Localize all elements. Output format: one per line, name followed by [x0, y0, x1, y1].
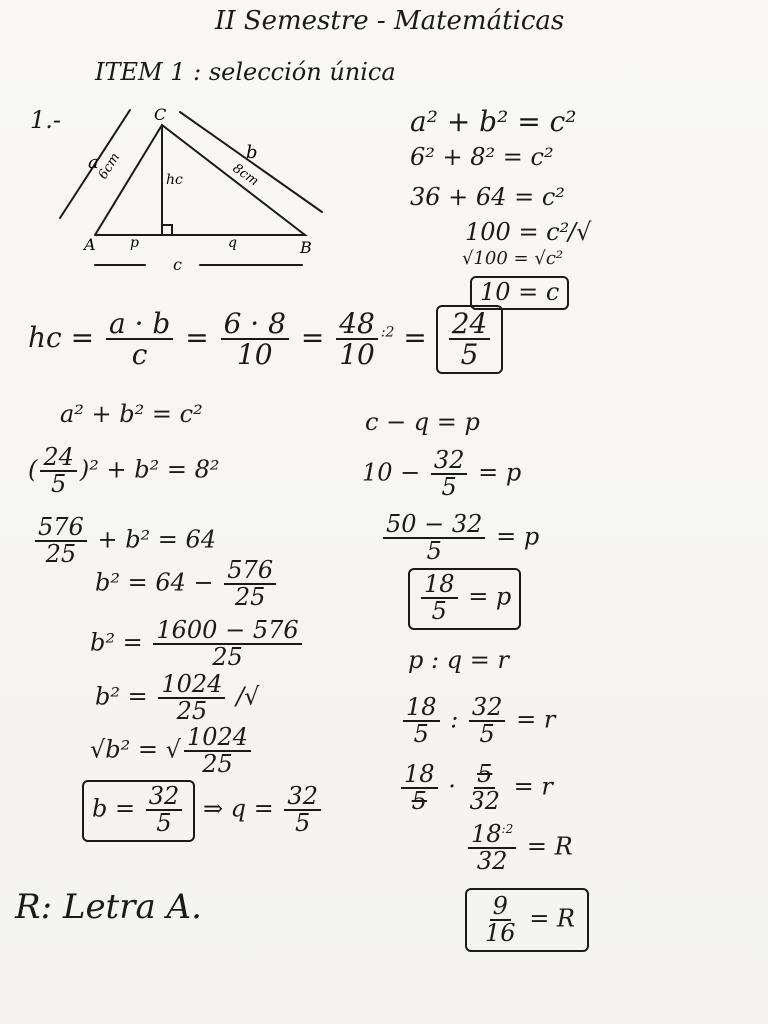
frac-den: 5	[426, 537, 442, 566]
height-label: hc	[166, 172, 183, 188]
frac-den: 32	[469, 787, 501, 816]
frac-num: 6 · 8	[221, 309, 289, 340]
p-result	[408, 568, 521, 630]
left-line6	[95, 672, 259, 724]
frac-num: 32	[146, 784, 183, 811]
line4-lhs: b² = 64 −	[95, 568, 214, 597]
final-rest: = R	[529, 904, 575, 933]
segment-q-label: q	[228, 235, 237, 251]
frac-num: 576	[224, 558, 276, 585]
b-lhs: b =	[92, 794, 136, 823]
frac-num: 1024	[158, 672, 225, 699]
height-formula: hc = $\frac{a \cdot b}{c}$ = $\frac{6 \cdot 8}{10}$ = $\frac{48}{10}$ $^{:2}$ = $\frac{24}{5}$	[28, 305, 503, 374]
right-line6	[398, 762, 553, 814]
b-result-box	[82, 780, 195, 842]
right-line3	[380, 512, 539, 564]
divide-sign: :	[450, 705, 459, 734]
height-frac-3	[336, 309, 378, 370]
frac-num: 9	[490, 894, 511, 921]
frac-num: 18	[471, 820, 502, 848]
final-answer: R: Letra A.	[15, 887, 202, 927]
line3-rest: + b² = 64	[97, 525, 217, 554]
frac-den: 5	[156, 809, 172, 838]
line6-lhs: b² =	[95, 682, 148, 711]
segment-p-label: p	[130, 235, 139, 251]
line7-rest: = R	[526, 832, 573, 861]
q-lhs: ⇒ q =	[202, 794, 274, 823]
frac-den: 10	[339, 338, 375, 372]
frac-den: 32	[476, 847, 508, 876]
side-b-length: 8cm	[229, 160, 262, 190]
right-angle-mark	[162, 225, 172, 235]
frac-num: 32	[469, 695, 506, 722]
page-title: II Semestre - Matemáticas	[215, 6, 565, 36]
right-line2	[362, 448, 521, 500]
right-line1: c − q = p	[365, 408, 480, 436]
root-mark: /√	[236, 682, 260, 711]
frac-den: 5	[413, 720, 429, 749]
ratio-line: p : q = r	[408, 646, 509, 674]
frac-den: 25	[234, 583, 266, 612]
section-subtitle: ITEM 1 : selección única	[95, 58, 396, 86]
pyth-c-line5: √100 = √c²	[462, 248, 564, 269]
vertex-b-label: B	[300, 238, 312, 257]
frac-den: 5	[479, 720, 495, 749]
frac-num: 5	[474, 762, 495, 789]
left-line4	[95, 558, 279, 610]
root-mark: /√	[568, 218, 592, 246]
side-b-label: b	[246, 142, 258, 163]
frac-num: 576	[35, 515, 87, 542]
pyth-c-line4: 100 = c²	[465, 218, 570, 246]
c-result-box: 10 = c	[470, 276, 569, 310]
right-line7	[465, 822, 573, 874]
triangle-outline	[95, 125, 305, 235]
frac-num: 1600 − 576	[153, 618, 301, 645]
frac-den: c	[131, 338, 148, 372]
line6-rest: = r	[513, 772, 553, 801]
left-line5	[90, 618, 305, 670]
frac-num: 32	[284, 784, 321, 811]
final-result	[465, 888, 589, 952]
line5-lhs: b² =	[90, 628, 143, 657]
multiply-sign: ·	[448, 772, 456, 801]
right-triangle-diagram	[50, 100, 340, 280]
p-result-box	[408, 568, 521, 630]
line7-lhs: √b² = √	[90, 735, 181, 764]
vertex-c-label: C	[154, 105, 167, 124]
line5-rest: = r	[516, 705, 556, 734]
frac-num: 18	[401, 762, 438, 789]
frac-den: 5	[51, 470, 67, 499]
right-line5	[400, 695, 555, 747]
frac-den: 5	[441, 473, 457, 502]
frac-den: 5	[295, 809, 311, 838]
height-frac-2	[221, 309, 289, 370]
frac-num: 50 − 32	[383, 512, 485, 539]
line3-rest: = p	[496, 522, 540, 551]
left-line1: a² + b² = c²	[60, 400, 203, 428]
left-line2: ( $\frac{24}{5}$ )² + b² = 8²	[28, 443, 220, 499]
p-rest: = p	[468, 582, 512, 611]
frac-den: 10	[236, 338, 273, 372]
frac-den: 25	[176, 697, 208, 726]
height-result-box	[436, 305, 504, 374]
height-lhs: hc =	[28, 320, 95, 354]
base-c-label: c	[173, 255, 182, 274]
frac-den: 5	[460, 338, 479, 372]
frac-den: 5	[431, 597, 447, 626]
vertex-a-label: A	[84, 235, 96, 254]
pyth-c-line1: a² + b² = c²	[410, 105, 577, 138]
line2-rest: ² + b² = 8²	[89, 455, 220, 484]
height-frac-1	[106, 309, 173, 370]
frac-num: 18	[421, 572, 458, 599]
frac-den: 5	[411, 787, 427, 816]
left-line7	[90, 725, 254, 777]
pyth-c-line3: 36 + 64 = c²	[410, 183, 565, 211]
b-result	[82, 780, 324, 842]
frac-den: 25	[202, 750, 233, 779]
simplify-note: :2	[501, 822, 514, 836]
simplify-note: :2	[380, 324, 395, 341]
frac-num: 48	[336, 309, 378, 340]
frac-num: 24	[449, 309, 491, 340]
frac-num: 18	[403, 695, 440, 722]
line2-lhs: 10 −	[362, 458, 421, 487]
side-a-length: 6cm	[95, 150, 124, 183]
side-a-label: a	[88, 152, 99, 173]
frac-num: 24	[40, 445, 77, 472]
frac-num: a · b	[106, 309, 173, 340]
pyth-c-line2: 6² + 8² = c²	[410, 143, 554, 171]
frac-den: 25	[45, 540, 77, 569]
question-number: 1.-	[30, 106, 62, 134]
final-result-box	[465, 888, 589, 952]
frac-num: 32	[431, 448, 468, 475]
frac-num: 1024	[184, 725, 251, 752]
frac-den: 16	[485, 919, 516, 948]
frac-den: 25	[212, 643, 243, 672]
line2-rest: = p	[478, 458, 522, 487]
